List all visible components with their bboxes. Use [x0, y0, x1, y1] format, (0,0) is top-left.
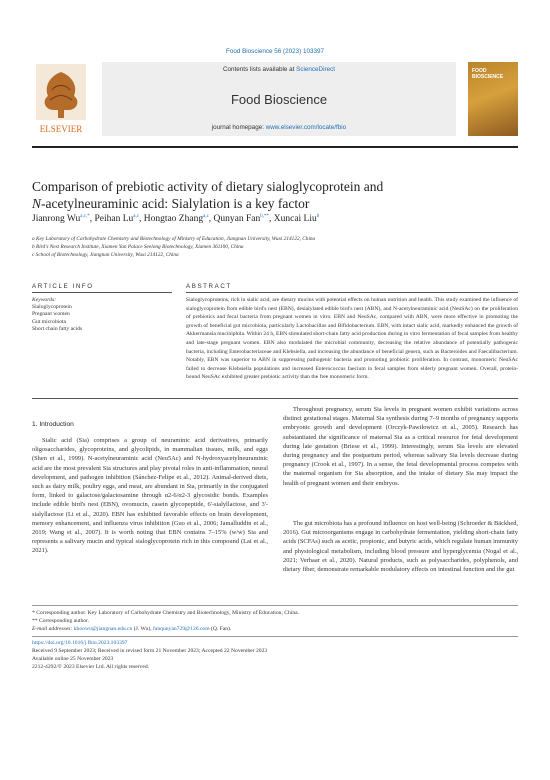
author[interactable]: Hongtao Zhang$^{a,c}$	[143, 214, 209, 225]
article-title	[32, 178, 512, 212]
keyword: Pregnant women	[32, 311, 70, 318]
keywords-block	[32, 297, 172, 333]
cover-title	[472, 68, 503, 80]
corresponding-author-2: ** Corresponding author.	[32, 618, 90, 624]
homepage-line	[102, 124, 456, 131]
title-line-1: Comparison of prebiotic activity of dietary sialoglycoprotein and	[32, 179, 384, 194]
received-dates: Received 9 September 2023; Received in revised form 21 November 2023; Accepted 22 November 2023	[32, 648, 268, 654]
abstract-bottom-rule	[32, 398, 518, 399]
affiliation-b: b Bird's Nest Research Institute, Xiamen Yan Palace Seelong Biotechnology, Xiamen 361100, China	[32, 244, 244, 250]
keywords-label: Keywords:	[32, 297, 57, 303]
available-online: Available online 25 November 2023	[32, 656, 114, 662]
email-label: E-mail addresses:	[32, 626, 74, 632]
sciencedirect-link[interactable]: ScienceDirect	[296, 66, 335, 73]
title-line-2: N-acetylneuraminic acid: Sialylation is a key factor	[32, 196, 310, 211]
cover-line-1: FOOD	[472, 68, 487, 74]
email-name-wu: (J. Wu),	[132, 626, 153, 632]
journal-banner	[32, 62, 518, 140]
email-addresses	[32, 626, 518, 634]
article-info-rule	[32, 292, 172, 293]
journal-header-box	[102, 62, 456, 136]
journal-reference[interactable]: Food Bioscience 56 (2023) 103397	[225, 48, 325, 55]
intro-right-paragraph-2: The gut microbiota has a profound influence on host well-being (Schroeder & Bäckhed, 2016). Gut microorganisms engage in carbohydrate fermentation, yielding short-chain fatty acids (SCFAs) such as acetic, propionic, and butyric acids, which regulate human immunity and physiological metabolism, including blood pressure and hyperglycemia (Nogal et al., 2021; Verhaar et al., 2020). Natural products, such as polysaccharides, polyphenols, and dietary fiber, demonstrate remarkable modulatory effects on intestinal function and the gut	[283, 520, 518, 574]
author[interactable]: Jianrong $Wu^{a,c,*}$	[32, 214, 90, 225]
email-name-fan: (Q. Fan).	[209, 626, 232, 632]
homepage-link[interactable]: www.elsevier.com/locate/fbio	[265, 124, 347, 131]
keyword: Sialoglycoprotein	[32, 304, 72, 311]
keyword: Short chain fatty acids	[32, 325, 83, 332]
elsevier-logo[interactable]	[32, 62, 90, 136]
copyright: 2212-4292/© 2023 Elsevier Ltd. All rights reserved.	[32, 664, 150, 670]
publisher-logo-text: ELSEVIER	[39, 124, 83, 134]
corresponding-author-1: * Corresponding author. Key Laboratory of Carbohydrate Chemistry and Biotechnology, Ministry of Education, China.	[32, 610, 299, 616]
homepage-prefix: journal homepage:	[211, 124, 266, 131]
elsevier-tree-icon	[32, 62, 90, 136]
doi-rule	[32, 636, 518, 637]
intro-left-column: Sialic acid (Sia) comprises a group of neuraminic acid derivatives, primarily oligosaccharides, glycoproteins, and glycolipids, in mammalian tissues, milk, and eggs (Shen et al., 1999). N-acetylneuraminic acid (Neu5Ac) and N-hydroxyacetylneuraminic acid are the most prevalent Sia structures and play pivotal roles in anti-inflammation, neural development, and pathogen inhibition (Sánchez-Felipe et al., 2012). Animal-derived diets, such as dairy milk, poultry eggs, and meat, are abundant in Sia, primarily in the conjugated form, linked to galactose/galactosamine through α2-6/α2-3 glycosidic bonds. Examples include edible bird's nest (EBN), ovomucin, casein glycopeptide, 6'-sialyllactose, and 3'-sialyllactose (Li et al., 2020). EBN has exhibited favorable effects on brain development, memory enhancement, and influenza virus inhibition (Guo et al., 2006; Jamalluddin et al., 2019; Wang et al., 2007). It is worth noting that EBN contains 7–15% (w/w) Sia and represents a salivary mucin and typical sialoglycoprotein rich in this compound (Lai et al., 2021).	[32, 437, 268, 555]
author[interactable]: Xuncai Liu$^b$	[273, 214, 320, 225]
intro-right-paragraph-1: Throughout pregnancy, serum Sia levels in pregnant women exhibit variations across distinct gestational stages. Maternal Sia synthesis during 7–9 months of pregnancy supports embryonic growth and development (Orczyk-Pawiłowicz et al., 2005). Research has substantiated the significance of maternal Sia as a critical resource for fetal development during late gestation (Briese et al., 1999). Interestingly, serum Sia levels are elevated during pregnancy and the postpartum period, whereas salivary Sia levels decrease during pregnancy (Crook et al., 1997). In a sense, the fetal developmental process competes with the maternal organism for Sia absorption, and the intake of dietary Sia may impact the health of pregnant women and their embryos.	[283, 406, 518, 487]
affiliation-a: a Key Laboratory of Carbohydrate Chemistry and Biotechnology of Ministry of Education, Jiangnan University, Wuxi 214122, China	[32, 236, 316, 242]
cover-line-2: BIOSCIENCE	[472, 74, 504, 80]
article-info-heading: ARTICLE INFO	[32, 283, 94, 290]
email-link-fan[interactable]: fanqunyan729@126.com	[153, 626, 210, 632]
doi-link[interactable]: https://doi.org/10.1016/j.fbio.2023.103397	[32, 640, 128, 646]
author[interactable]: Peihan Lu$^{a,c}$	[94, 214, 139, 225]
introduction-heading: 1. Introduction	[32, 421, 74, 428]
author-list: Jianrong $Wu^{a,c,*}$, Peihan Lu$^{a,c}$, Hongtao Zhang$^{a,c}$, Qunyan Fan$^{b,**}$, Xuncai Liu$^b$	[32, 214, 320, 225]
affiliation-c: c School of Biotechnology, Jiangnan University, Wuxi 214122, China	[32, 252, 179, 258]
journal-cover[interactable]	[468, 62, 518, 136]
contents-line	[102, 66, 456, 73]
abstract-heading: ABSTRACT	[186, 283, 232, 290]
author[interactable]: Qunyan Fan$^{b,**}$	[213, 214, 269, 225]
abstract-rule	[186, 292, 518, 293]
contents-prefix: Contents lists available at	[222, 66, 297, 73]
footnote-rule	[32, 605, 518, 606]
keyword: Gut microbiota	[32, 318, 67, 325]
journal-title: Food Bioscience	[230, 92, 328, 107]
abstract-text: Sialoglycoproteins, rich in sialic acid, are dietary mucins with potential effects on human nutrition and health. This study examined the influence of sialoglycoprotein from edible bird's nest (EBN), desialylated edible bird's nest (ABN), and N-acetylneuraminic acid (NeuSAc) on the proliferation of prebiotics and fecal bacteria from pregnant women in vitro. EBN and NeuSAc, compared with ABN, were more effective in promoting the growth of beneficial gut microbiota, particularly Lactobacillus and Bifidobacterium. EBN, with intact sialic acid, markedly enhanced the growth of Akkermansia muciniphila. Within 24 h, EBN stimulated short-chain fatty acid production during in vitro fermentation of fecal samples from healthy and late-stage pregnant women. EBN also modulated the microbial community, decreasing the relative abundance of potentially pathogenic bacteria, including Enterobacteriaceae and Klebsiella, and increasing the abundance of beneficial genera, such as Bacteroides and Faecalibacterium. Notably, EBN was superior to ABN in suppressing pathogenic bacteria and promoting probiotic proliferation. In contrast, monomeric NeuSAc failed to decrease Klebsiella populations and increased Enterococcus faecium in fecal samples from elderly pregnant women. Overall, protein-bound NeuSAc exhibited greater prebiotic activity than the free monomeric form.	[186, 297, 518, 381]
email-link-wu[interactable]: kboowu@jiangnan.edu.cn	[73, 626, 133, 632]
header-rule	[32, 146, 518, 148]
